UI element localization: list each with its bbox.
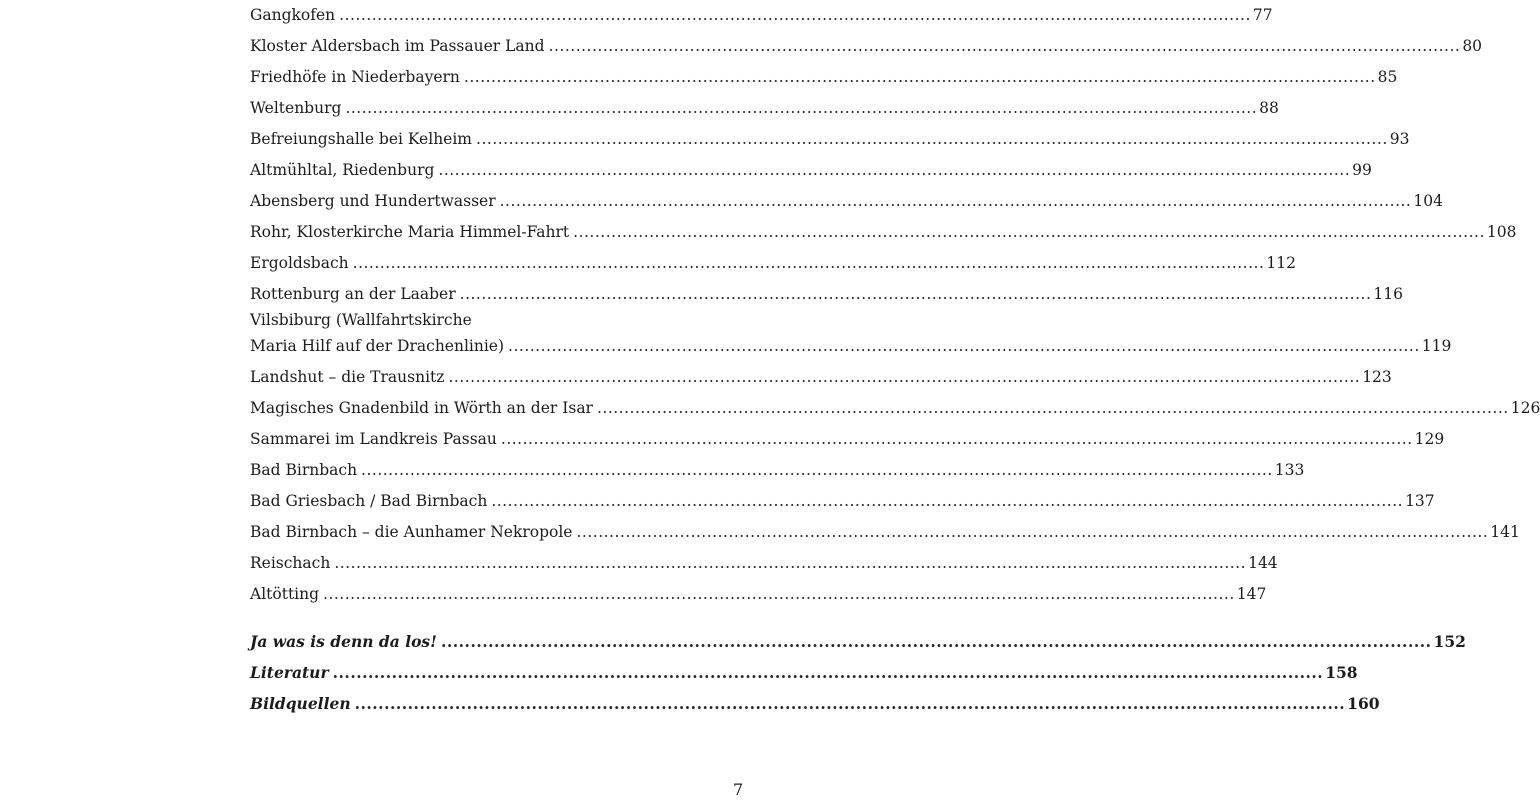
dot-leader: ........................................................................................................................................................................	[323, 584, 1235, 603]
toc-entry-page: 99	[1352, 160, 1372, 179]
toc-entry-title-line1: Vilsbiburg (Wallfahrtskirche	[250, 311, 472, 329]
toc-entry-title: Rottenburg an der Laaber	[250, 284, 456, 303]
toc-entry-title: Altmühltal, Riedenburg	[250, 160, 435, 179]
toc-entry[interactable]	[250, 155, 1372, 186]
toc-entry-page: 85	[1377, 67, 1398, 86]
toc-entry-page: 116	[1373, 284, 1403, 303]
toc-entry-title: Reischach	[250, 553, 331, 572]
dot-leader: ........................................................................................................................................................................	[459, 284, 1372, 303]
dot-leader: ........................................................................................................................................................................	[576, 522, 1489, 541]
toc-entry-title: Abensberg und Hundertwasser	[250, 191, 496, 210]
toc-entry-title: Weltenburg	[250, 98, 342, 117]
toc-entry-page: 123	[1362, 367, 1392, 386]
dot-leader: ........................................................................................................................................................................	[438, 160, 1351, 179]
table-of-contents	[250, 0, 1540, 719]
toc-entry[interactable]	[250, 124, 1410, 155]
toc-entry[interactable]	[250, 62, 1398, 93]
toc-section-page: 152	[1433, 631, 1466, 651]
toc-entry[interactable]	[250, 393, 1540, 424]
toc-entry-title: Altötting	[250, 584, 320, 603]
toc-entry[interactable]	[250, 31, 1483, 62]
dot-leader: ........................................................................................................................................................................	[345, 98, 1258, 117]
dot-leader: ........................................................................................................................................................................	[334, 553, 1247, 572]
dot-leader: ........................................................................................................................................................................	[448, 367, 1361, 386]
toc-entry-page: 77	[1252, 5, 1273, 24]
toc-entry[interactable]	[250, 424, 1445, 455]
dot-leader: ........................................................................................................................................................................	[500, 429, 1413, 448]
toc-entry-page: 144	[1248, 553, 1278, 572]
toc-entry-title: Bad Griesbach / Bad Birnbach	[250, 491, 488, 510]
toc-entry-title: Kloster Aldersbach im Passauer Land	[250, 36, 545, 55]
toc-section-page: 160	[1347, 693, 1380, 713]
toc-entry-page: 133	[1274, 460, 1305, 479]
toc-section-title: Bildquellen	[250, 693, 351, 713]
toc-entry-page: 119	[1421, 336, 1452, 355]
dot-leader: ........................................................................................................................................................................	[596, 398, 1509, 417]
dot-leader: ........................................................................................................................................................................	[491, 491, 1404, 510]
toc-entry-title: Gangkofen	[250, 5, 336, 24]
toc-entry-title: Befreiungshalle bei Kelheim	[250, 129, 473, 148]
toc-entry[interactable]	[250, 248, 1296, 279]
dot-leader: ........................................................................................................................................................................	[573, 222, 1485, 241]
toc-entry-title: Bad Birnbach – die Aunhamer Nekropole	[250, 522, 573, 541]
dot-leader: ........................................................................................................................................................................	[354, 693, 1346, 713]
toc-entry-title: Sammarei im Landkreis Passau	[250, 429, 497, 448]
dot-leader: ........................................................................................................................................................................	[332, 662, 1324, 682]
dot-leader: ........................................................................................................................................................................	[339, 5, 1251, 24]
toc-entry-page: 147	[1236, 584, 1267, 603]
dot-leader: ........................................................................................................................................................................	[508, 336, 1420, 355]
toc-entry[interactable]	[250, 455, 1305, 486]
toc-entry-page: 112	[1266, 253, 1296, 272]
dot-leader: ........................................................................................................................................................................	[361, 460, 1273, 479]
toc-entry-page: 108	[1486, 222, 1517, 241]
toc-entry-page: 80	[1462, 36, 1483, 55]
toc-entry-page: 129	[1414, 429, 1445, 448]
toc-entry[interactable]	[250, 186, 1443, 217]
toc-entry-page: 93	[1389, 129, 1410, 148]
dot-leader: ........................................................................................................................................................................	[463, 67, 1376, 86]
toc-entry[interactable]	[250, 579, 1267, 610]
toc-section-title: Literatur	[250, 662, 329, 682]
page-number: 7	[733, 780, 744, 799]
dot-leader: ........................................................................................................................................................................	[548, 36, 1461, 55]
toc-entry-page: 137	[1405, 491, 1435, 510]
toc-entry[interactable]	[250, 548, 1278, 579]
toc-entry-title: Rohr, Klosterkirche Maria Himmel-Fahrt	[250, 222, 570, 241]
toc-entry-title: Magisches Gnadenbild in Wörth an der Isar	[250, 398, 593, 417]
toc-entry-title: Ergoldsbach	[250, 253, 349, 272]
dot-leader: ........................................................................................................................................................................	[499, 191, 1412, 210]
dot-leader: ........................................................................................................................................................................	[352, 253, 1265, 272]
toc-entry-page: 126	[1510, 398, 1540, 417]
toc-entry[interactable]	[250, 486, 1435, 517]
toc-entry-title: Bad Birnbach	[250, 460, 358, 479]
toc-entry-page: 88	[1259, 98, 1279, 117]
toc-section-title: Ja was is denn da los!	[250, 631, 437, 651]
toc-section-page: 158	[1325, 662, 1358, 682]
toc-entry[interactable]	[250, 279, 1403, 310]
dot-leader: ........................................................................................................................................................................	[476, 129, 1388, 148]
toc-entry[interactable]	[250, 362, 1392, 393]
toc-entry[interactable]	[250, 517, 1520, 548]
toc-section[interactable]	[250, 657, 1358, 688]
toc-entry[interactable]	[250, 93, 1279, 124]
toc-entry-title: Maria Hilf auf der Drachenlinie)	[250, 336, 505, 355]
toc-entry[interactable]	[250, 0, 1273, 31]
toc-entry[interactable]	[250, 217, 1517, 248]
toc-entry-title: Friedhöfe in Niederbayern	[250, 67, 460, 86]
toc-section[interactable]	[250, 626, 1466, 657]
dot-leader: ........................................................................................................................................................................	[440, 631, 1432, 651]
toc-entry-title: Landshut – die Trausnitz	[250, 367, 445, 386]
toc-entry-page: 104	[1413, 191, 1443, 210]
toc-section[interactable]	[250, 688, 1380, 719]
toc-entry[interactable]	[250, 310, 1452, 362]
toc-entry-page: 141	[1490, 522, 1520, 541]
